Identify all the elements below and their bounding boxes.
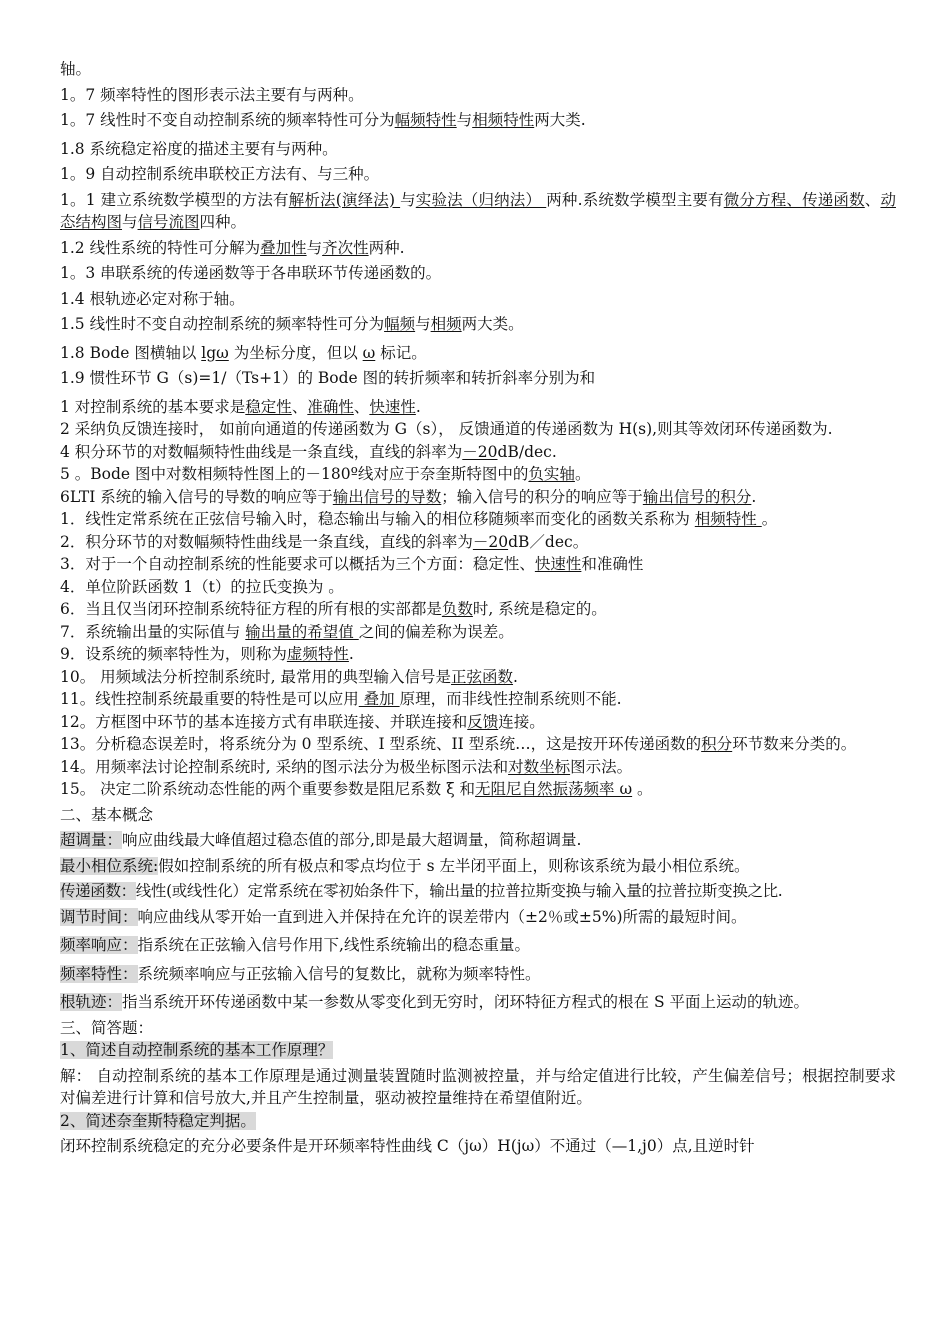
- text-run: 5 。Bode 图中对数相频特性图上的－180º线对应于奈奎斯特图中的: [60, 465, 529, 483]
- text-run: .: [751, 487, 757, 506]
- answer-blank: ω: [362, 343, 376, 362]
- text-run: 之间的偏差称为误差。: [358, 622, 514, 641]
- text-line: [60, 643, 896, 666]
- text-line: 1.8 系统稳定裕度的描述主要有与两种。: [60, 139, 338, 158]
- text-line: [60, 553, 896, 576]
- text-run: 13。分析稳态误差时，将系统分为 0 型系统、I 型系统、II 型系统…，这是按开环传递函数的: [60, 735, 702, 753]
- answer-blank: 幅频: [384, 315, 416, 333]
- text-line: [60, 621, 896, 644]
- text-run: 。: [761, 510, 778, 528]
- text-run: 为坐标分度，但以: [228, 343, 363, 362]
- text-line: [60, 441, 896, 464]
- answer-blank: 积分: [701, 735, 733, 753]
- answer-blank: 负数: [441, 600, 473, 618]
- text-run: 标记。: [375, 343, 427, 362]
- definition-item: [60, 906, 896, 929]
- text-line: [60, 531, 896, 554]
- answer-blank: 相频特性: [694, 510, 762, 528]
- text-run: 和准确性: [581, 555, 644, 573]
- text-run: 与: [306, 238, 323, 257]
- text-run: 1 对控制系统的基本要求是: [60, 397, 246, 416]
- text-paragraph: [60, 486, 896, 509]
- definition-text: 响应曲线从零开始一直到进入并保持在允许的误差带内（±2％或±5%)所需的最短时间。: [137, 907, 747, 926]
- text-run: 4 积分环节的对数幅频特性曲线是一条直线，直线的斜率为: [60, 442, 463, 461]
- text-run: .: [415, 397, 421, 416]
- text-line: 1.9 惯性环节 G（s)=1/（Ts+1）的 Bode 图的转折频率和转折斜率分别为和: [60, 369, 596, 387]
- answer-blank: 反馈: [467, 712, 499, 731]
- text-run: 11。线性控制系统最重要的特性是可以应用: [60, 690, 359, 708]
- text-run: ；输入信号的积分的响应等于: [441, 487, 643, 506]
- question-text: 1、简述自动控制系统的基本工作原理？: [60, 1041, 334, 1059]
- answer-blank: －20: [462, 442, 498, 461]
- text-line: [60, 237, 896, 260]
- answer-blank: 快速性: [369, 397, 416, 416]
- text-run: 、: [864, 190, 881, 209]
- text-line: [60, 463, 896, 486]
- answer-blank: 虚频特性: [286, 645, 349, 663]
- text-line: [60, 313, 896, 336]
- text-run: 1.8 Bode 图横轴以: [60, 343, 202, 362]
- text-run: 。: [632, 780, 653, 798]
- text-run: 与: [122, 213, 138, 231]
- definition-term: 频率特性：: [60, 964, 138, 983]
- answer-blank: 输出量的希望值: [245, 622, 359, 641]
- text-run: 四种。: [199, 213, 247, 231]
- text-run: 9．设系统的频率特性为，则称为: [60, 645, 287, 663]
- text-line: [60, 666, 896, 689]
- answer-blank: lgω: [201, 343, 229, 362]
- answer-blank: 负实轴: [528, 465, 575, 483]
- text-paragraph: [60, 189, 896, 234]
- text-run: 时, 系统是稳定的。: [472, 600, 607, 618]
- text-run: 图示法。: [570, 757, 633, 776]
- text-run: .: [513, 667, 518, 686]
- definition-text: 假如控制系统的所有极点和零点均位于 s 左半闭平面上，则称该系统为最小相位系统。: [158, 856, 750, 875]
- text-run: 、: [291, 397, 308, 416]
- text-run: 两种.: [368, 238, 405, 257]
- answer-paragraph: 闭环控制系统稳定的充分必要条件是开环频率特性曲线 C（jω）H(jω）不通过（—1,j0）点,且逆时针: [60, 1137, 755, 1155]
- answer-blank: 正弦函数: [451, 667, 514, 686]
- answer-blank: 解析法(演绎法): [288, 190, 401, 209]
- text-run: 1。7 线性时不变自动控制系统的频率特性可分为: [60, 111, 395, 129]
- answer-blank: 动态结构图: [60, 190, 896, 231]
- answer-paragraph: 解： 自动控制系统的基本工作原理是通过测量装置随时监测被控量，并与给定值进行比较，产生偏差信号；根据控制要求对偏差进行计算和信号放大,并且产生控制量，驱动被控量维持在希望值附近。: [60, 1066, 896, 1107]
- text-run: 连接。: [498, 712, 545, 731]
- text-run: 两大类.: [534, 111, 586, 129]
- definition-item: [60, 855, 896, 878]
- text-run: 两种.系统数学模型主要有: [546, 190, 724, 209]
- answer-blank: 准确性: [307, 397, 354, 416]
- question-heading: [60, 1110, 896, 1133]
- text-line: [60, 756, 896, 779]
- text-paragraph: [60, 733, 896, 756]
- document-page: [60, 58, 896, 1158]
- definition-item: [60, 829, 896, 852]
- text-paragraph: 2 采纳负反馈连接时， 如前向通道的传递函数为 G（s）， 反馈通道的传递函数为 H(s),则其等效闭环传递函数为.: [60, 420, 833, 438]
- text-line: 轴。: [60, 60, 92, 78]
- text-run: dB/dec.: [497, 442, 557, 461]
- text-run: 14。用频率法讨论控制系统时, 采纳的图示法分为极坐标图示法和: [60, 757, 509, 776]
- definition-term: 根轨迹：: [60, 993, 123, 1011]
- text-run: 1。1 建立系统数学模型的方法有: [60, 190, 289, 209]
- text-paragraph: [60, 508, 896, 531]
- text-line: 1。7 频率特性的图形表示法主要有与两种。: [60, 85, 364, 104]
- text-line: [60, 778, 896, 801]
- definition-term: 超调量：: [60, 831, 123, 849]
- definition-text: 系统频率响应与正弦输入信号的复数比，就称为频率特性。: [137, 964, 541, 983]
- answer-blank: 叠加: [358, 690, 400, 708]
- question-heading: [60, 1039, 896, 1062]
- definition-term: 频率响应：: [60, 936, 138, 954]
- answer-blank: 叠加性: [260, 238, 307, 257]
- text-line: [60, 598, 896, 621]
- text-run: 1.2 线性系统的特性可分解为: [60, 238, 261, 257]
- text-line: 1.4 根轨迹必定对称于轴。: [60, 289, 245, 308]
- answer-blank: 无阻尼自然振荡频率 ω: [475, 780, 633, 798]
- definition-item: [60, 991, 896, 1014]
- text-run: 1.5 线性时不变自动控制系统的频率特性可分为: [60, 315, 385, 333]
- answer-blank: 实验法（归纳法）: [415, 190, 547, 209]
- text-line: [60, 688, 896, 711]
- section-heading: 三、简答题：: [60, 1018, 154, 1037]
- answer-blank: 齐次性: [322, 238, 369, 257]
- text-run: 原理，而非线性控制系统则不能.: [399, 690, 622, 708]
- text-line: 1。3 串联系统的传递函数等于各串联环节传递函数的。: [60, 264, 442, 282]
- answer-blank: 输出信号的导数: [332, 487, 442, 506]
- definition-item: [60, 934, 896, 957]
- definition-term: 调节时间：: [60, 907, 138, 926]
- section-heading: 二、基本概念: [60, 805, 154, 824]
- definition-term: 传递函数：: [60, 882, 136, 900]
- text-run: 12。方框图中环节的基本连接方式有串联连接、并联连接和: [60, 712, 468, 731]
- text-line: [60, 109, 896, 132]
- definition-item: [60, 880, 896, 903]
- text-run: 与: [456, 111, 473, 129]
- definition-text: 线性(或线性化）定常系统在零初始条件下，输出量的拉普拉斯变换与输入量的拉普拉斯变换之比.: [135, 882, 783, 900]
- definition-text: 响应曲线最大峰值超过稳态值的部分,即是最大超调量，简称超调量.: [122, 831, 582, 849]
- text-run: 6LTI 系统的输入信号的导数的响应等于: [60, 487, 333, 506]
- answer-blank: 相频: [430, 315, 462, 333]
- text-run: 6．当且仅当闭环控制系统特征方程的所有根的实部都是: [60, 600, 442, 618]
- text-line: 1。9 自动控制系统串联校正方法有、与三种。: [60, 165, 380, 183]
- text-line: [60, 711, 896, 734]
- text-run: 7．系统输出量的实际值与: [60, 622, 246, 641]
- answer-blank: 输出信号的积分: [642, 487, 752, 506]
- answer-blank: 信号流图: [137, 213, 200, 231]
- text-run: 与: [415, 315, 431, 333]
- text-line: 4．单位阶跃函数 1（t）的拉氏变换为 。: [60, 577, 344, 596]
- answer-blank: 对数坐标: [508, 757, 571, 776]
- text-line: [60, 342, 896, 365]
- answer-blank: 快速性: [534, 555, 582, 573]
- text-run: 3．对于一个自动控制系统的性能要求可以概括为三个方面：稳定性、: [60, 555, 535, 573]
- text-run: 。: [574, 465, 591, 483]
- text-run: 10。 用频域法分析控制系统时, 最常用的典型输入信号是: [60, 667, 452, 686]
- text-run: 环节数来分类的。: [732, 735, 857, 753]
- definition-term: 最小相位系统:: [60, 856, 159, 875]
- answer-blank: －20: [472, 532, 509, 551]
- answer-blank: 稳定性: [245, 397, 292, 416]
- question-text: 2、简述奈奎斯特稳定判据。: [60, 1111, 256, 1130]
- text-run: .: [348, 645, 354, 663]
- answer-blank: 相频特性: [472, 111, 535, 129]
- text-run: 15。 决定二阶系统动态性能的两个重要参数是阻尼系数 ξ 和: [60, 780, 476, 798]
- definition-text: 指当系统开环传递函数中某一参数从零变化到无穷时，闭环特征方程式的根在 S 平面上运动的轨迹。: [122, 993, 809, 1011]
- text-run: 与: [400, 190, 416, 209]
- answer-blank: 幅频特性: [394, 111, 457, 129]
- text-run: 1．线性定常系统在正弦信号输入时，稳态输出与输入的相位移随频率而变化的函数关系称为: [60, 510, 695, 528]
- definition-text: 指系统在正弦输入信号作用下,线性系统输出的稳态重量。: [137, 936, 530, 954]
- definition-item: [60, 963, 896, 986]
- answer-blank: 微分方程、传递函数: [723, 190, 865, 209]
- text-run: 两大类。: [461, 315, 524, 333]
- text-run: 2．积分环节的对数幅频特性曲线是一条直线，直线的斜率为: [60, 532, 473, 551]
- text-run: 、: [353, 397, 370, 416]
- text-run: dB／dec。: [508, 532, 589, 551]
- text-line: [60, 396, 896, 419]
